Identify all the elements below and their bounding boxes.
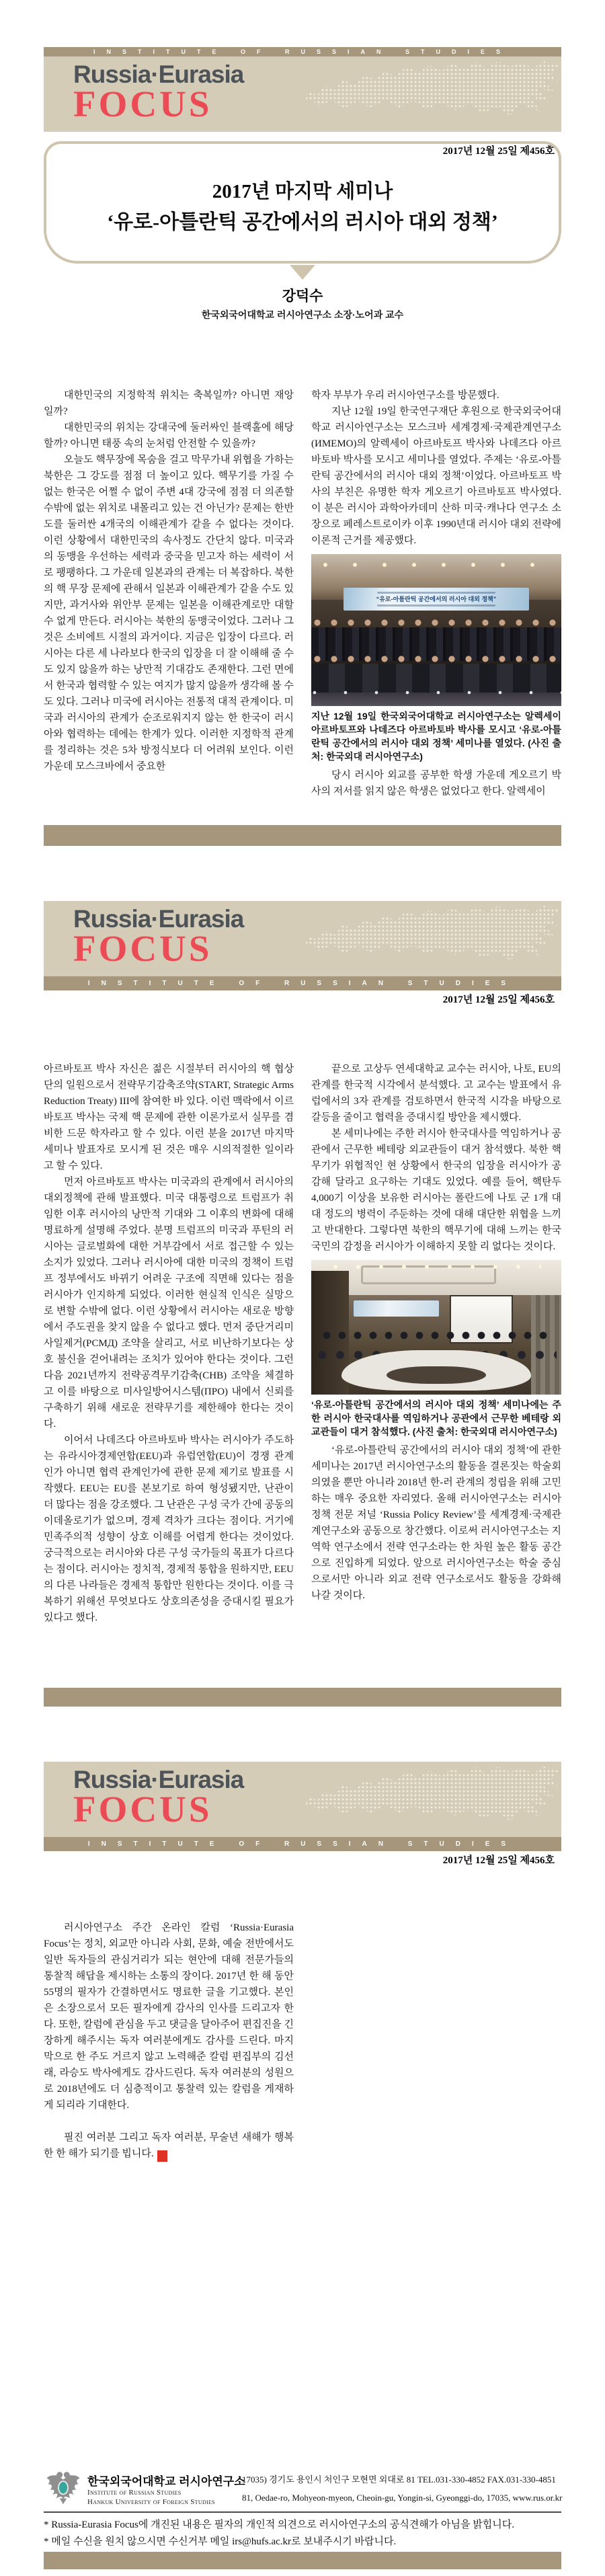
rs-endmark-icon: RS [157,2150,167,2162]
page2-right-column [311,1061,561,1604]
headline-line1: 2017년 마지막 세미나 [212,180,393,202]
photo-seated-row [311,654,561,693]
author-name: 강덕수 [282,288,323,304]
russia-dotted-map-icon [305,60,559,128]
page1-right-column [311,387,561,799]
photo-seminar-room [311,1260,561,1395]
author-affiliation: 한국외국어대학교 러시아연구소 소장·노어과 교수 [201,309,404,320]
masthead-panel-page2 [44,901,561,976]
photo-curtain [531,1295,561,1395]
footer-disclaimer: * Russia-Eurasia Focus에 개진된 내용은 필자의 개인적 의견으로 러시아연구소의 공식견해가 아님을 밝힙니다. [44,2520,514,2530]
paragraph: 당시 러시아 외교를 공부한 학생 가운데 게오르기 박사의 저서를 읽지 않은 학생은 없었다고 한다. 알렉세이 [311,770,561,797]
photo2-caption: ‘유로-아틀란틱 공간에서의 러시아 대외 정책’ 세미나에는 주한 러시아 한국대사를 역임하거나 공관에서 근무한 베테랑 외교관들이 대거 참석했다. (사진 출처: 한국외대 러시아연구소) [311,1399,561,1437]
banner-subline [377,604,495,607]
footer-unsubscribe-note: * 메일 수신을 원치 않으시면 수신거부 메일 irs@hufs.ac.kr로 보내주시기 바랍니다. [44,2536,397,2547]
paragraph: 대한민국의 위치는 강대국에 둘러싸인 블랙홀에 해당할까? 아니면 태풍 속의 눈처럼 안전할 수 있을까? [44,422,294,449]
photo-bottles [311,690,561,695]
page2-left-column [44,1061,294,1626]
brand-russia-eurasia: Russia·Eurasia [73,1766,244,1793]
paragraph: 아르바토프 박사 자신은 젊은 시절부터 러시아의 핵 협상단의 일원으로서 전략무기감축조약(START, Strategic Arms Reduction Treaty) III에 참여한 바 있다. 이런 맥락에서 이르바토프 박사는 국제 핵 문제에 관한 이론가로서 실무를 겸비한 드문 학자라고 할 수 있다. 이런 분을 2017년 마지막 세미나 발표자로 모시게 된 것은 매우 시의적절한 일이라고 할 수 있다. [44,1064,294,1171]
closing-text: 필진 여러분 그리고 독자 여러분, 무술년 새해가 행복한 한 해가 되기를 빕니다. [44,2132,294,2159]
paragraph: 대한민국의 지정학적 위치는 축복일까? 아니면 재앙일까? [44,390,294,417]
bubble-tail [290,265,315,280]
brand-logo [73,906,243,967]
paragraph: 이어서 나데즈다 아르바토바 박사는 러시아가 주도하는 유라시아경제연합(EEU)과 유럽연합(EU)이 경쟁 관계인가 아니면 협력 관계인가에 관한 문제 제기로 발표를 시작했다. EEU는 EU를 본보기로 하여 형성됐지만, 난관이 더 많다는 점을 강조했다. 그 난관은 구성 국가 간에 공동의 이데올로기가 없으며, 경제 격차가 크다는 점이다. 거기에 민족주의적 성향이 상호 이해를 어렵게 한다는 것이었다. 궁극적으로는 러시아와 다른 구성 국가들의 목표가 다르다는 점이다. 러시아는 정치적, 경제적 통합을 원하지만, EEU의 다른 나라들은 경제적 통합만 원한다는 것이다. 이를 극복하기 위해선 무엇보다도 상호의존성을 증대시킬 필요가 있다고 했다. [44,1435,294,1623]
issue-date: 2017년 12월 25일 제456호 [442,146,555,157]
photo1-caption: 지난 12월 19일 한국외국어대학교 러시아연구소는 알렉세이 아르바토프와 나데즈다 아르바토바 박사를 모시고 ‘유로-아틀란틱 공간에서의 러시아 대외 정책’ 세미나를 열었다. (사진 출처: 한국외대 러시아연구소) [311,711,561,762]
footer-address-kr: 17035) 경기도 용인시 처인구 모현면 외대로 81 TEL.031-330-4852 FAX.031-330-4851 [242,2474,556,2485]
masthead-panel-page1 [44,56,561,132]
photo-bodies [311,664,561,693]
brand-logo [73,1766,243,1828]
seminar-banner [344,588,528,611]
page1-bottom-bar [44,825,561,846]
paragraph: 끝으로 고상두 연세대학교 교수는 러시아, 나토, EU의 관계를 한국적 시각에서 분석했다. 고 교수는 발표에서 유럽에서의 3자 관계를 검토하면서 한국적 시각을 바탕으로 갈등을 줄이고 협력을 증대시킬 방안을 제시했다. [311,1064,561,1123]
footer-institute-kr: 한국외국어대학교 러시아연구소 [87,2475,245,2488]
russia-dotted-map-icon [305,904,559,973]
brand-focus: FOCUS [73,928,212,969]
photo-heads [311,654,561,664]
institute-bar-page3 [44,1837,561,1851]
paragraph: 본 세미나에는 주한 러시아 한국대사를 역임하거나 공관에서 근무한 베테랑 외교관들이 대거 참석했다. 북한 핵무기가 위협적인 현 상황에서 한국의 입장을 러시아가 공감해 달라고 요구하는 기대도 있었다. 예를 들어, 핵탄두 4,000기 이상을 보유한 러시아는 폴란드에 나토 군 1개 대대 정도의 병력이 주둔하는 것에 대해 대단한 위협을 느끼고 반대한다. 그렇다면 북한의 핵무기에 대해 느끼는 한국 국민의 감정을 러시아가 이해하지 못할 리 없다는 것이다. [311,1128,561,1252]
photo-seminar-group [311,554,561,706]
footer-divider [44,2511,561,2513]
russia-dotted-map-icon [305,1765,559,1834]
photo-heads [311,618,561,627]
page1-left-column [44,387,294,775]
issue-date: 2017년 12월 25일 제456호 [442,994,555,1005]
paragraph: 학자 부부가 우리 러시아연구소를 방문했다. [311,390,499,401]
headline-line2: ‘유로-아틀란틱 공간에서의 러시아 대외 정책’ [107,210,498,233]
issue-date: 2017년 12월 25일 제456호 [442,1855,555,1866]
banner-subline [377,592,495,594]
institute-bar-page2 [44,976,561,990]
page3-column [44,1920,294,2162]
institute-bar-page1 [44,47,561,56]
seminar-banner [354,1300,438,1317]
institute-label: INSTITUTE OF RUSSIAN STUDIES [87,980,518,987]
institute-label: INSTITUTE OF RUSSIAN STUDIES [87,1840,518,1848]
institute-eagle-emblem-icon [44,2468,82,2505]
table-inner-floor [387,1366,487,1384]
closing-paragraph [44,2130,294,2162]
paragraph: 오늘도 핵무장에 목숨을 걸고 막무가내 위협을 가하는 북한은 그 강도를 점점 더 높이고 있다. 핵무기를 가질 수 없는 한국은 어쩔 수 없이 주변 4대 강국에 점점 더 의존할 수밖에 없는 위치로 내몰리고 있는 건 아닌가? 문제는 한반도를 둘러싼 4개국의 이해관계가 같을 수 없다는 것이다. 이런 상황에서 대한민국의 속사정도 간단치 않다. 미국과의 동맹을 우선하는 세력과 중국을 믿고자 하는 세력이 서로 팽팽하다. 그 가운데 일본과의 관계는 더 복잡하다. 북한의 핵 무장 문제에 관해서 일본과 이해관계가 같을 수도 있지만, 과거사와 위안부 문제는 일본을 이해관계로만 대할 수 없게 만든다. 러시아는 북한의 동맹국이었다. 그러나 그것은 소비에트 시절의 과거이다. 지금은 입장이 다르다. 러시아는 다른 세 나라보다 한국의 입장을 더 잘 이해해 줄 수도 있지 않을까 하는 낭만적 기대감도 존재한다. 그런 면에서 한국과 협력할 수 있는 여지가 많지 않을까 생각해 볼 수도 있다. 그러나 미국에 러시아는 전통적 대적 관계이다. 미국과 러시아의 관계가 순조로워지지 않는 한 한국이 러시아와 협력하는 데에는 한계가 있다. 이러한 지정학적 관계를 정리하는 것은 5차 방정식보다 더 어려워 보인다. 이런 가운데 모스크바에서 중요한 [44,455,294,772]
footer-address [242,2474,563,2503]
footer-address-en: 81, Oedae-ro, Mohyeon-myeon, Cheoin-gu, Yongin-si, Gyeonggi-do, 17035, www.rus.or.kr [242,2493,563,2503]
paragraph: ‘유로-아틀란틱 공간에서의 러시아 대외 정책’에 관한 세미나는 2017년 러시아연구소의 활동을 결론짓는 학술회의였을 뿐만 아니라 2018년 한-러 관계의 정립을 위해 고민하는 매우 중요한 자리였다. 올해 러시아연구소는 러시아 정책 전문 저널 ‘Russia Policy Review’를 세계경제·국제관계연구소와 공동으로 창간했다. 이로써 러시아연구소는 지역학 연구소에서 전략 연구소라는 한 차원 높은 활동 공간으로 진입하게 되었다. 앞으로 러시아연구소는 학술 중심으로서만 아니라 외교 전략 연구소로서도 활동을 강화해 나갈 것이다. [311,1445,561,1601]
page2-bottom-bar [44,1688,561,1707]
institute-label: INSTITUTE OF RUSSIAN STUDIES [93,48,512,55]
photo-ceiling-lights [321,561,551,568]
brand-russia-eurasia: Russia·Eurasia [73,61,244,88]
paragraph: 먼저 아르바토프 박사는 미국과의 관계에서 러시아의 대외정책에 관해 발표했다. 미국 대통령으로 트럼프가 취임한 이후 러시아의 낭만적 기대와 그 이후의 변화에 대해 명료하게 설명해 주었다. 분명 트럼프의 미국과 푸틴의 러시아는 글로벌화에 대한 거부감에서 서로 접근할 수 있는 소지가 있었다. 그러나 러시아에 대한 미국의 정책이 트럼프 정부에서도 바뀌기 어려운 구조에 직면해 있다는 점을 러시아가 인지하게 되었다. 이러한 현실적 인식은 실망으로 변할 수밖에 없다. 이런 상황에서 러시아는 새로운 방향에서 주도권을 찾지 않을 수 없다고 했다. 먼저 중단거리미사일제거(РСМД) 조약을 살리고, 서로 비난하기보다는 상호 불신을 걷어내려는 조치가 있어야 한다는 것이다. 그런 다음 2021년까지 전략공격무기감축(СНВ) 조약을 체결하고 이를 바탕으로 미사일방어시스템(ПРО) 내에서 신뢰를 구축하기 위해 새로운 전략무기를 제한해야 한다는 것이다. [44,1177,294,1430]
paragraph: 지난 12월 19일 한국연구재단 후원으로 한국외국어대학교 러시아연구소는 모스크바 세계경제·국제관계연구소(ИМЕМО)의 알렉세이 아르바토프 박사와 나데즈다 아르바토바 박사를 모시고 세미나를 열었다. 주제는 ‘유로-아틀란틱 공간에서의 러시아 대외 정책’이었다. 아르바토프 박사의 부친은 유명한 학자 게오르기 아르바토프 박사였다. 이 분은 러시아 과학아카데미 산하 미국·캐나다 연구소 소장으로 페레스트로이카 이후 1990년대 러시아 대외 전략에 이론적 근거를 제공했다. [311,406,561,546]
footer-bottom-bar [44,2552,561,2569]
brand-logo [73,61,243,122]
masthead-panel-page3 [44,1762,561,1837]
banner-title: “유로-아틀란틱 공간에서의 러시아 대외 정책” [376,595,497,602]
footer-institute-en: Institute of Russian Studies [87,2489,182,2497]
paragraph: 러시아연구소 주간 온라인 칼럼 ‘Russia·Eurasia Focus’는 정치, 외교만 아니라 사회, 문화, 예술 전반에서도 일반 독자들의 관심거리가 되는 현안에 대해 전문가들의 통찰적 해답을 제시하는 소통의 장이다. 2017년 한 해 동안 55명의 필자가 간결하면서도 명료한 글을 기고했다. 본인은 소장으로서 모든 필자에게 감사의 인사를 드리고자 한다. 또한, 칼럼에 관심을 두고 댓글을 달아주어 편집진을 긴장하게 해주시는 독자 여러분에게도 감사를 드린다. 마지막으로 한 주도 거르지 않고 노력해준 칼럼 편집부의 김선래, 라승도 박사에게도 감사드린다. 독자 여러분의 성원으로 2018년에도 더 심층적이고 통찰력 있는 칼럼을 게재하게 되리라 기대한다. [44,1922,294,2111]
photo-ceiling-lights [331,1264,541,1270]
brand-russia-eurasia: Russia·Eurasia [73,905,244,933]
brand-focus: FOCUS [73,1789,212,1830]
brand-focus: FOCUS [73,83,212,124]
photo-attendees [321,1330,551,1340]
footer-university-en: Hankuk University of Foreign Studies [87,2498,215,2506]
headline-bubble [44,141,561,264]
